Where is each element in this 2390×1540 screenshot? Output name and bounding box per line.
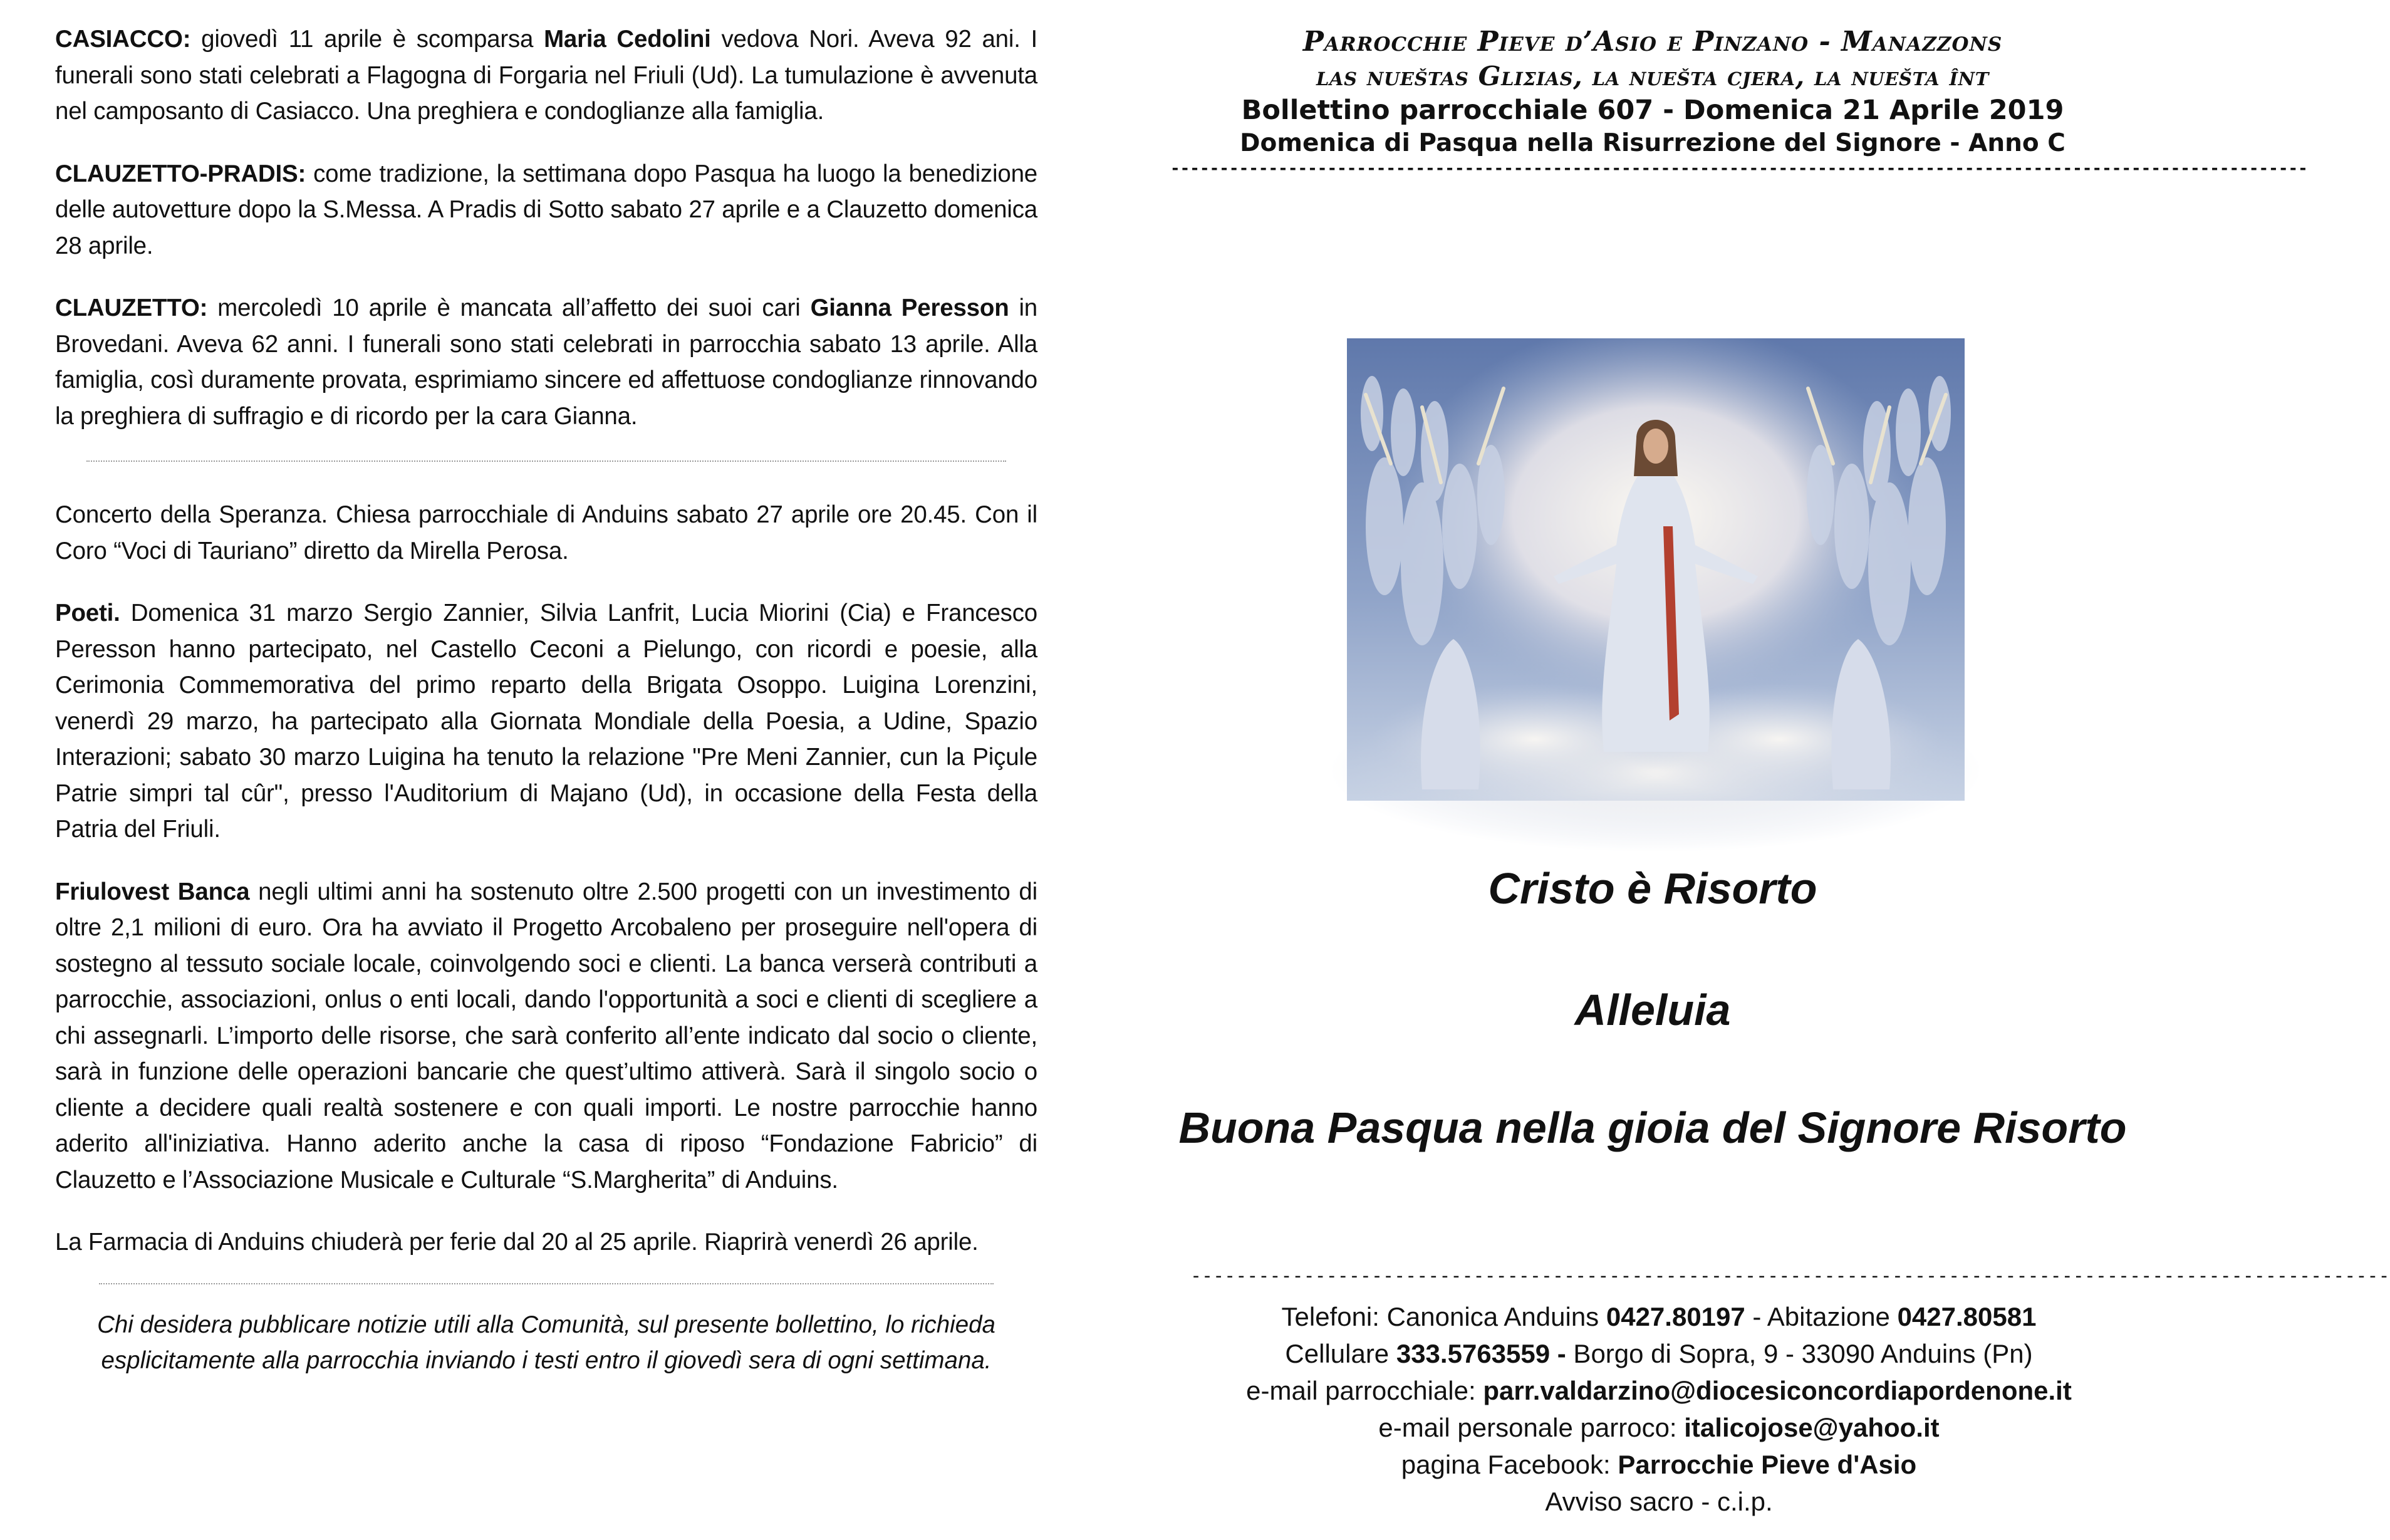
parish-motto: las nueštas Gliʃias, la nuešta cjera, la nuešta înt <box>1316 61 1989 91</box>
news-concerto: Concerto della Speranza. Chiesa parrocchiale di Anduins sabato 27 aprile ore 20.45. Con il Coro “Voci di Tauriano” diretto da Mirella Perosa. <box>55 501 1037 564</box>
news-text: negli ultimi anni ha sostenuto oltre 2.500 progetti con un investimento di oltre 2,1 milioni di euro. Ora ha avviato il Progetto Arcobaleno per proseguire nell'opera di sostegno al tessuto sociale locale, coinvolgendo soci e clienti. La banca verserà contributi a parrocchie, associazioni, onlus o enti locali, dando l'opportunità a soci e clienti di scegliere a chi assegnarli. L’importo delle risorse, che sarà conferito all’ente indicato dal socio o cliente, sarà in funzione delle operazioni bancarie che quest’ultimo attiverà. Sarà il singolo socio o cliente a decidere quali realtà sostenere e con quali importi. Le nostre parrocchie hanno aderito all'iniziativa. Hanno aderito anche la casa di riposo “Fondazione Fabricio” di Clauzetto e l’Associazione Musicale e Culturale “S.Margherita” di Anduins. <box>55 878 1037 1194</box>
greeting-buona-pasqua: Buona Pasqua nella gioia del Signore Risorto <box>1178 1103 2127 1152</box>
news-text: in Brovedani. Aveva 62 anni. I funerali sono stati celebrati in parrocchia sabato 13 aprile. Alla famiglia, così duramente provata, esprimiamo sincere ed affettuose condoglianze rinnovando la preghiera di suffragio e di ricordo per la cara Gianna. <box>55 294 1038 430</box>
address: Borgo di Sopra, 9 - 33090 Anduins (Pn) <box>1566 1339 2033 1368</box>
phone-abitazione: 0427.80581 <box>1897 1302 2037 1331</box>
facebook-line <box>1170 1446 2148 1483</box>
news-farmacia: La Farmacia di Anduins chiuderà per ferie dal 20 al 25 aprile. Riaprirà venerdì 26 aprile. <box>55 1229 979 1256</box>
email-parish: parr.valdarzino@diocesiconcordiapordenone.it <box>1483 1376 2072 1405</box>
email-parish-line <box>1170 1372 2148 1409</box>
resurrection-image <box>1347 338 1965 801</box>
email-personal: italicojose@yahoo.it <box>1684 1413 1940 1442</box>
news-label: CLAUZETTO-PRADIS: <box>55 160 306 187</box>
news-label: Friulovest Banca <box>55 878 250 905</box>
news-clauzetto <box>55 290 1037 434</box>
facebook-page: Parrocchie Pieve d'Asio <box>1618 1450 1917 1479</box>
avviso-sacro: Avviso sacro - c.i.p. <box>1545 1487 1773 1516</box>
news-name: Gianna Peresson <box>810 294 1009 321</box>
news-friulovest <box>55 874 1037 1199</box>
bulletin-number: Bollettino parrocchiale 607 - Domenica 21 Aprile 2019 <box>1241 95 2064 126</box>
phone-label: Telefoni: Canonica Anduins <box>1281 1302 1606 1331</box>
news-poeti <box>55 595 1037 848</box>
dotted-divider <box>99 1283 994 1284</box>
publication-notice: Chi desidera pubblicare notizie utili alla Comunità, sul presente bollettino, lo richieda esplicitamente alla parrocchia inviando i testi entro il giovedì sera di ogni settimana. <box>97 1311 995 1374</box>
news-casiacco <box>55 21 1037 130</box>
phone-line <box>1170 1298 2148 1335</box>
contact-block <box>1170 1298 2148 1520</box>
cell-number: 333.5763559 - <box>1396 1339 1566 1368</box>
news-text: vedova Nori. Aveva 92 ani. I funerali sono stati celebrati a Flagogna di Forgaria nel Friuli (Ud). La tumulazione è avvenuta nel camposanto di Casiacco. Una preghiera e condoglianze alla famiglia. <box>55 26 1038 125</box>
email-parish-label: e-mail parrocchiale: <box>1246 1376 1483 1405</box>
left-column <box>55 21 1037 1378</box>
phone-canonica: 0427.80197 <box>1606 1302 1745 1331</box>
footer-dash-line: ---------------------------------------------------------------------------------------------------------- <box>1190 1265 2390 1287</box>
news-label: CLAUZETTO: <box>55 294 208 321</box>
news-text: Domenica 31 marzo Sergio Zannier, Silvia Lanfrit, Lucia Miorini (Cia) e Francesco Peresson hanno partecipato, nel Castello Ceconi a Pielungo, con ricordi e poesie, alla Cerimonia Commemorativa del primo reparto della Brigata Osoppo. Luigina Lorenzini, venerdì 29 marzo, ha partecipato alla Giornata Mondiale della Poesia, a Udine, Spazio Interazioni; sabato 30 marzo Luigina ha tenuto la relazione "Pre Meni Zannier, cun la Piçule Patrie simpri tal cûr", presso l'Auditorium di Majano (Ud), in occasione della Festa della Patria del Friuli. <box>55 600 1037 843</box>
greeting-cristo-risorto: Cristo è Risorto <box>1488 864 1817 913</box>
header-dash-line: -------------------------------------------------------------------------------------------------------------------- <box>1170 159 2308 178</box>
facebook-label: pagina Facebook: <box>1401 1450 1618 1479</box>
liturgical-day: Domenica di Pasqua nella Risurrezione del Signore - Anno C <box>1240 129 2065 157</box>
news-text: giovedì 11 aprile è scomparsa <box>190 26 544 53</box>
cell-line <box>1170 1335 2148 1372</box>
email-personal-label: e-mail personale parroco: <box>1378 1413 1685 1442</box>
news-label: CASIACCO: <box>55 26 191 53</box>
cell-label: Cellulare <box>1285 1339 1396 1368</box>
news-text: mercoledì 10 aprile è mancata all’affetto dei suoi cari <box>207 294 811 321</box>
news-clauzetto-pradis <box>55 156 1037 264</box>
news-label: Poeti. <box>55 600 120 627</box>
greeting-alleluia: Alleluia <box>1574 986 1731 1034</box>
email-personal-line <box>1170 1409 2148 1446</box>
news-name: Maria Cedolini <box>544 26 711 53</box>
parish-title: Parrocchie Pieve d’Asio e Pinzano - Manazzons <box>1302 26 2003 58</box>
dotted-divider <box>86 460 1006 462</box>
bulletin-header <box>1170 24 2308 178</box>
news-text: come tradizione, la settimana dopo Pasqua ha luogo la benedizione delle autovetture dopo la S.Messa. A Pradis di Sotto sabato 27 aprile e a Clauzetto domenica 28 aprile. <box>55 160 1037 259</box>
phone-mid: - Abitazione <box>1745 1302 1898 1331</box>
